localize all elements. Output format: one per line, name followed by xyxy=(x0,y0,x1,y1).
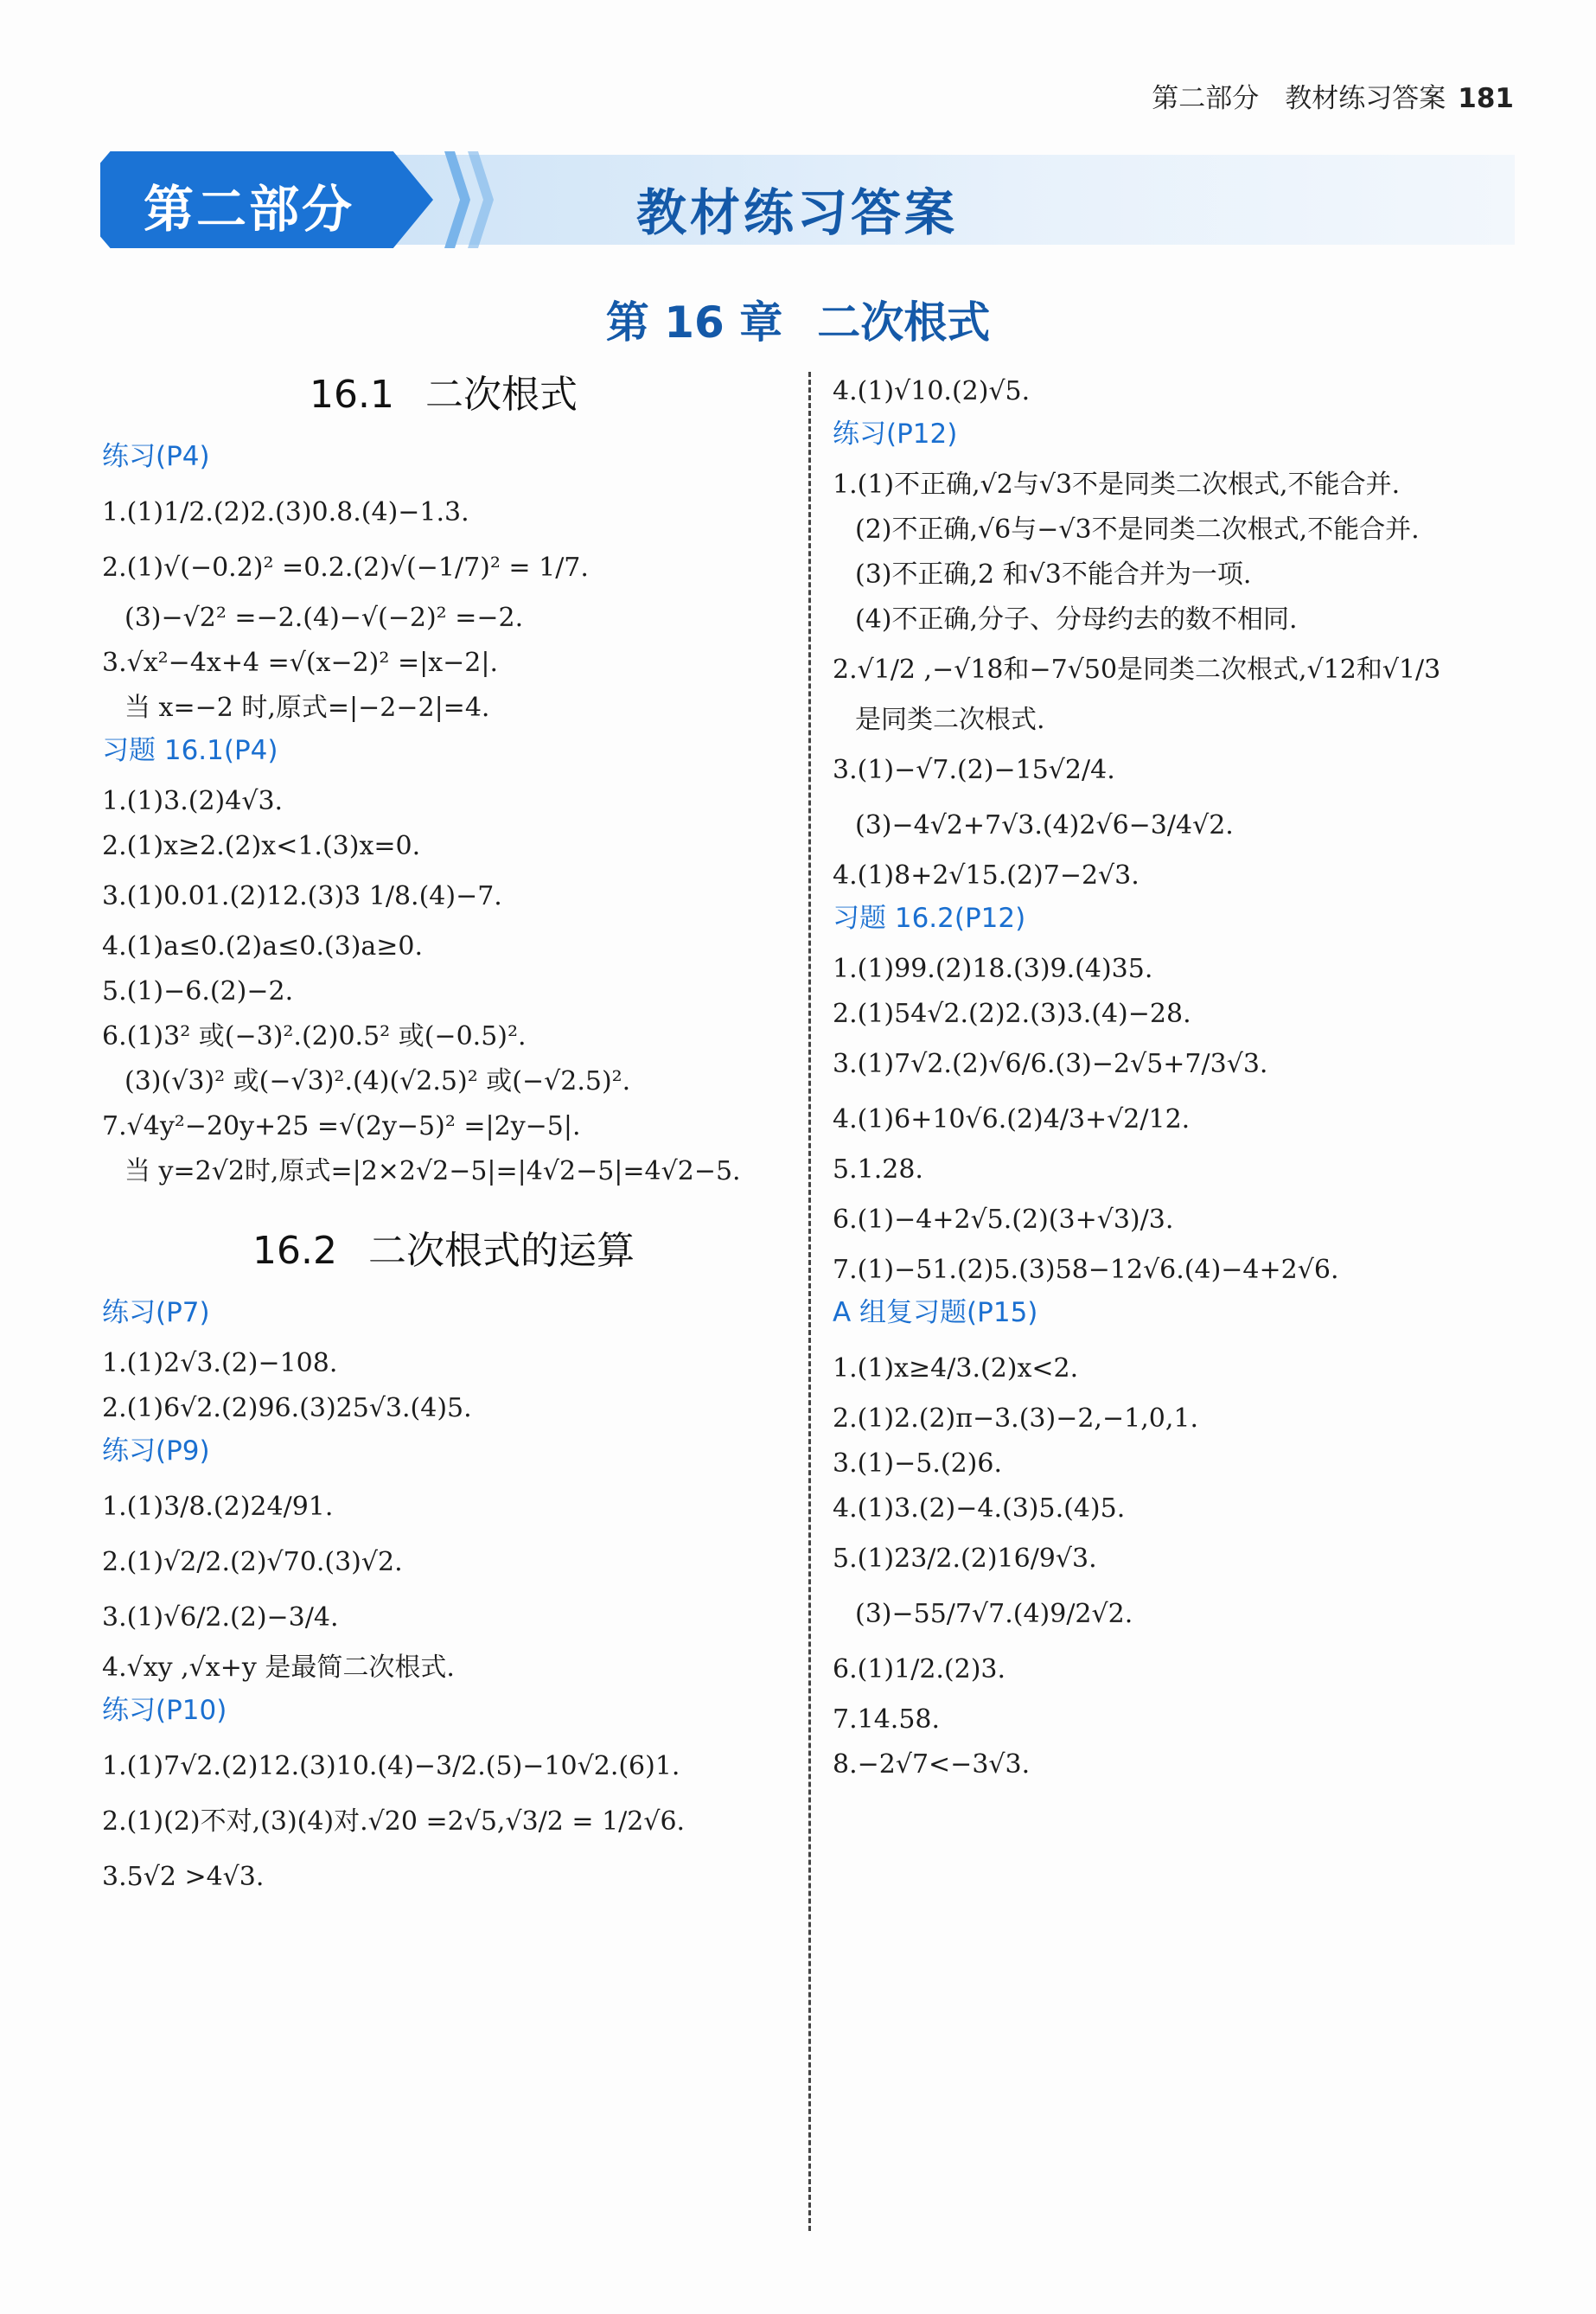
answer-line: 7.√4y²−20y+25 =√(2y−5)² =|2y−5|. xyxy=(102,1111,581,1141)
section-title xyxy=(102,363,785,419)
column-divider xyxy=(808,372,811,2231)
answer-line: 4.(1)√10.(2)√5. xyxy=(833,376,1031,406)
left-column xyxy=(102,363,785,1906)
answer-line: 4.(1)6+10√6.(2)4/3+√2/12. xyxy=(833,1104,1191,1135)
answer-line: (4)不正确,分子、分母约去的数不相同. xyxy=(855,604,1298,635)
answer-line: 是同类二次根式. xyxy=(855,705,1045,735)
answer-line: 2.(1)√2/2.(2)√70.(3)√2. xyxy=(102,1547,403,1577)
answer-line: 3.5√2 >4√3. xyxy=(102,1862,265,1892)
answer-line: 1.(1)2√3.(2)−108. xyxy=(102,1348,338,1378)
right-column xyxy=(833,370,1524,1788)
chapter-number: 第 16 章 xyxy=(605,297,783,348)
answer-line: 2.(1)x≥2.(2)x<1.(3)x=0. xyxy=(102,831,421,861)
exercise-heading: 练习(P12) xyxy=(833,419,958,450)
answer-line: 1.(1)1/2.(2)2.(3)0.8.(4)−1.3. xyxy=(102,497,469,527)
chapter-title xyxy=(0,288,1596,350)
answer-line: 1.(1)3/8.(2)24/91. xyxy=(102,1492,334,1522)
answer-line: (3)−√2² =−2.(4)−√(−2)² =−2. xyxy=(124,603,524,633)
answer-line: 1.(1)99.(2)18.(3)9.(4)35. xyxy=(833,954,1153,984)
answer-line: 1.(1)7√2.(2)12.(3)10.(4)−3/2.(5)−10√2.(6)1. xyxy=(102,1751,680,1781)
answer-line: (3)(√3)² 或(−√3)².(4)(√2.5)² 或(−√2.5)². xyxy=(124,1066,631,1096)
page-number: 181 xyxy=(1458,83,1514,114)
section-number: 16.2 xyxy=(252,1229,337,1273)
exercise-heading: 练习(P4) xyxy=(102,441,210,472)
banner-tag-text: 第二部分 xyxy=(144,180,355,239)
answer-line: 5.(1)23/2.(2)16/9√3. xyxy=(833,1544,1097,1574)
answer-line: 5.1.28. xyxy=(833,1154,923,1185)
answer-line: (2)不正确,√6与−√3不是同类二次根式,不能合并. xyxy=(855,515,1420,545)
part-banner xyxy=(100,151,1515,248)
running-head-part: 第二部分 xyxy=(1152,83,1260,114)
banner-title: 教材练习答案 xyxy=(636,183,959,242)
answer-line: 2.(1)2.(2)π−3.(3)−2,−1,0,1. xyxy=(833,1403,1198,1434)
answer-line: 1.(1)3.(2)4√3. xyxy=(102,786,284,816)
exercise-heading: 习题 16.1(P4) xyxy=(102,735,278,766)
section-name: 二次根式的运算 xyxy=(367,1229,635,1273)
answer-line: 6.(1)−4+2√5.(2)(3+√3)/3. xyxy=(833,1205,1174,1235)
answer-line: 4.(1)a≤0.(2)a≤0.(3)a≥0. xyxy=(102,931,424,962)
answer-line: 5.(1)−6.(2)−2. xyxy=(102,976,294,1007)
answer-line: 7.14.58. xyxy=(833,1704,941,1735)
answer-line: 3.(1)√6/2.(2)−3/4. xyxy=(102,1602,339,1633)
running-head xyxy=(1152,76,1514,115)
exercise-heading: 习题 16.2(P12) xyxy=(833,903,1026,934)
exercise-heading: 练习(P10) xyxy=(102,1695,227,1726)
exercise-heading: 练习(P9) xyxy=(102,1435,210,1467)
answer-line: 3.(1)0.01.(2)12.(3)3 1/8.(4)−7. xyxy=(102,881,502,911)
section-name: 二次根式 xyxy=(425,373,578,417)
answer-line: 7.(1)−51.(2)5.(3)58−12√6.(4)−4+2√6. xyxy=(833,1255,1339,1285)
answer-line: (3)−55/7√7.(4)9/2√2. xyxy=(855,1599,1133,1629)
exercise-heading: 练习(P7) xyxy=(102,1297,210,1328)
answer-line: 1.(1)x≥4/3.(2)x<2. xyxy=(833,1353,1079,1384)
chapter-name: 二次根式 xyxy=(817,297,991,348)
answer-line: 2.(1)6√2.(2)96.(3)25√3.(4)5. xyxy=(102,1393,472,1423)
answer-line: 6.(1)3² 或(−3)².(2)0.5² 或(−0.5)². xyxy=(102,1021,527,1052)
answer-line: 6.(1)1/2.(2)3. xyxy=(833,1654,1006,1684)
answer-line: 4.(1)8+2√15.(2)7−2√3. xyxy=(833,860,1140,891)
answer-line: 当 x=−2 时,原式=|−2−2|=4. xyxy=(124,693,490,723)
answer-line: 3.(1)−5.(2)6. xyxy=(833,1448,1002,1479)
exercise-heading: A 组复习题(P15) xyxy=(833,1297,1038,1328)
answer-line: 8.−2√7<−3√3. xyxy=(833,1749,1031,1780)
answer-line: (3)−4√2+7√3.(4)2√6−3/4√2. xyxy=(855,810,1234,841)
answer-line: 3.(1)−√7.(2)−15√2/4. xyxy=(833,755,1115,785)
answer-line: 1.(1)不正确,√2与√3不是同类二次根式,不能合并. xyxy=(833,470,1401,500)
answer-line: 当 y=2√2时,原式=|2×2√2−5|=|4√2−5|=4√2−5. xyxy=(124,1156,741,1186)
answer-line: 2.(1)√(−0.2)² =0.2.(2)√(−1/7)² = 1/7. xyxy=(102,553,589,583)
running-head-subject: 教材练习答案 xyxy=(1285,83,1446,114)
answer-line: 2.(1)(2)不对,(3)(4)对.√20 =2√5,√3/2 = 1/2√6. xyxy=(102,1806,686,1837)
answer-line: 3.√x²−4x+4 =√(x−2)² =|x−2|. xyxy=(102,648,498,678)
answer-line: (3)不正确,2 和√3不能合并为一项. xyxy=(855,559,1252,590)
answer-line: 4.√xy ,√x+y 是最简二次根式. xyxy=(102,1652,455,1683)
answer-line: 3.(1)7√2.(2)√6/6.(3)−2√5+7/3√3. xyxy=(833,1049,1268,1079)
answer-line: 2.√1/2 ,−√18和−7√50是同类二次根式,√12和√1/3 xyxy=(833,655,1441,685)
answer-line: 4.(1)3.(2)−4.(3)5.(4)5. xyxy=(833,1493,1126,1524)
section-title xyxy=(102,1219,785,1275)
section-number: 16.1 xyxy=(310,373,394,417)
answer-line: 2.(1)54√2.(2)2.(3)3.(4)−28. xyxy=(833,999,1191,1029)
